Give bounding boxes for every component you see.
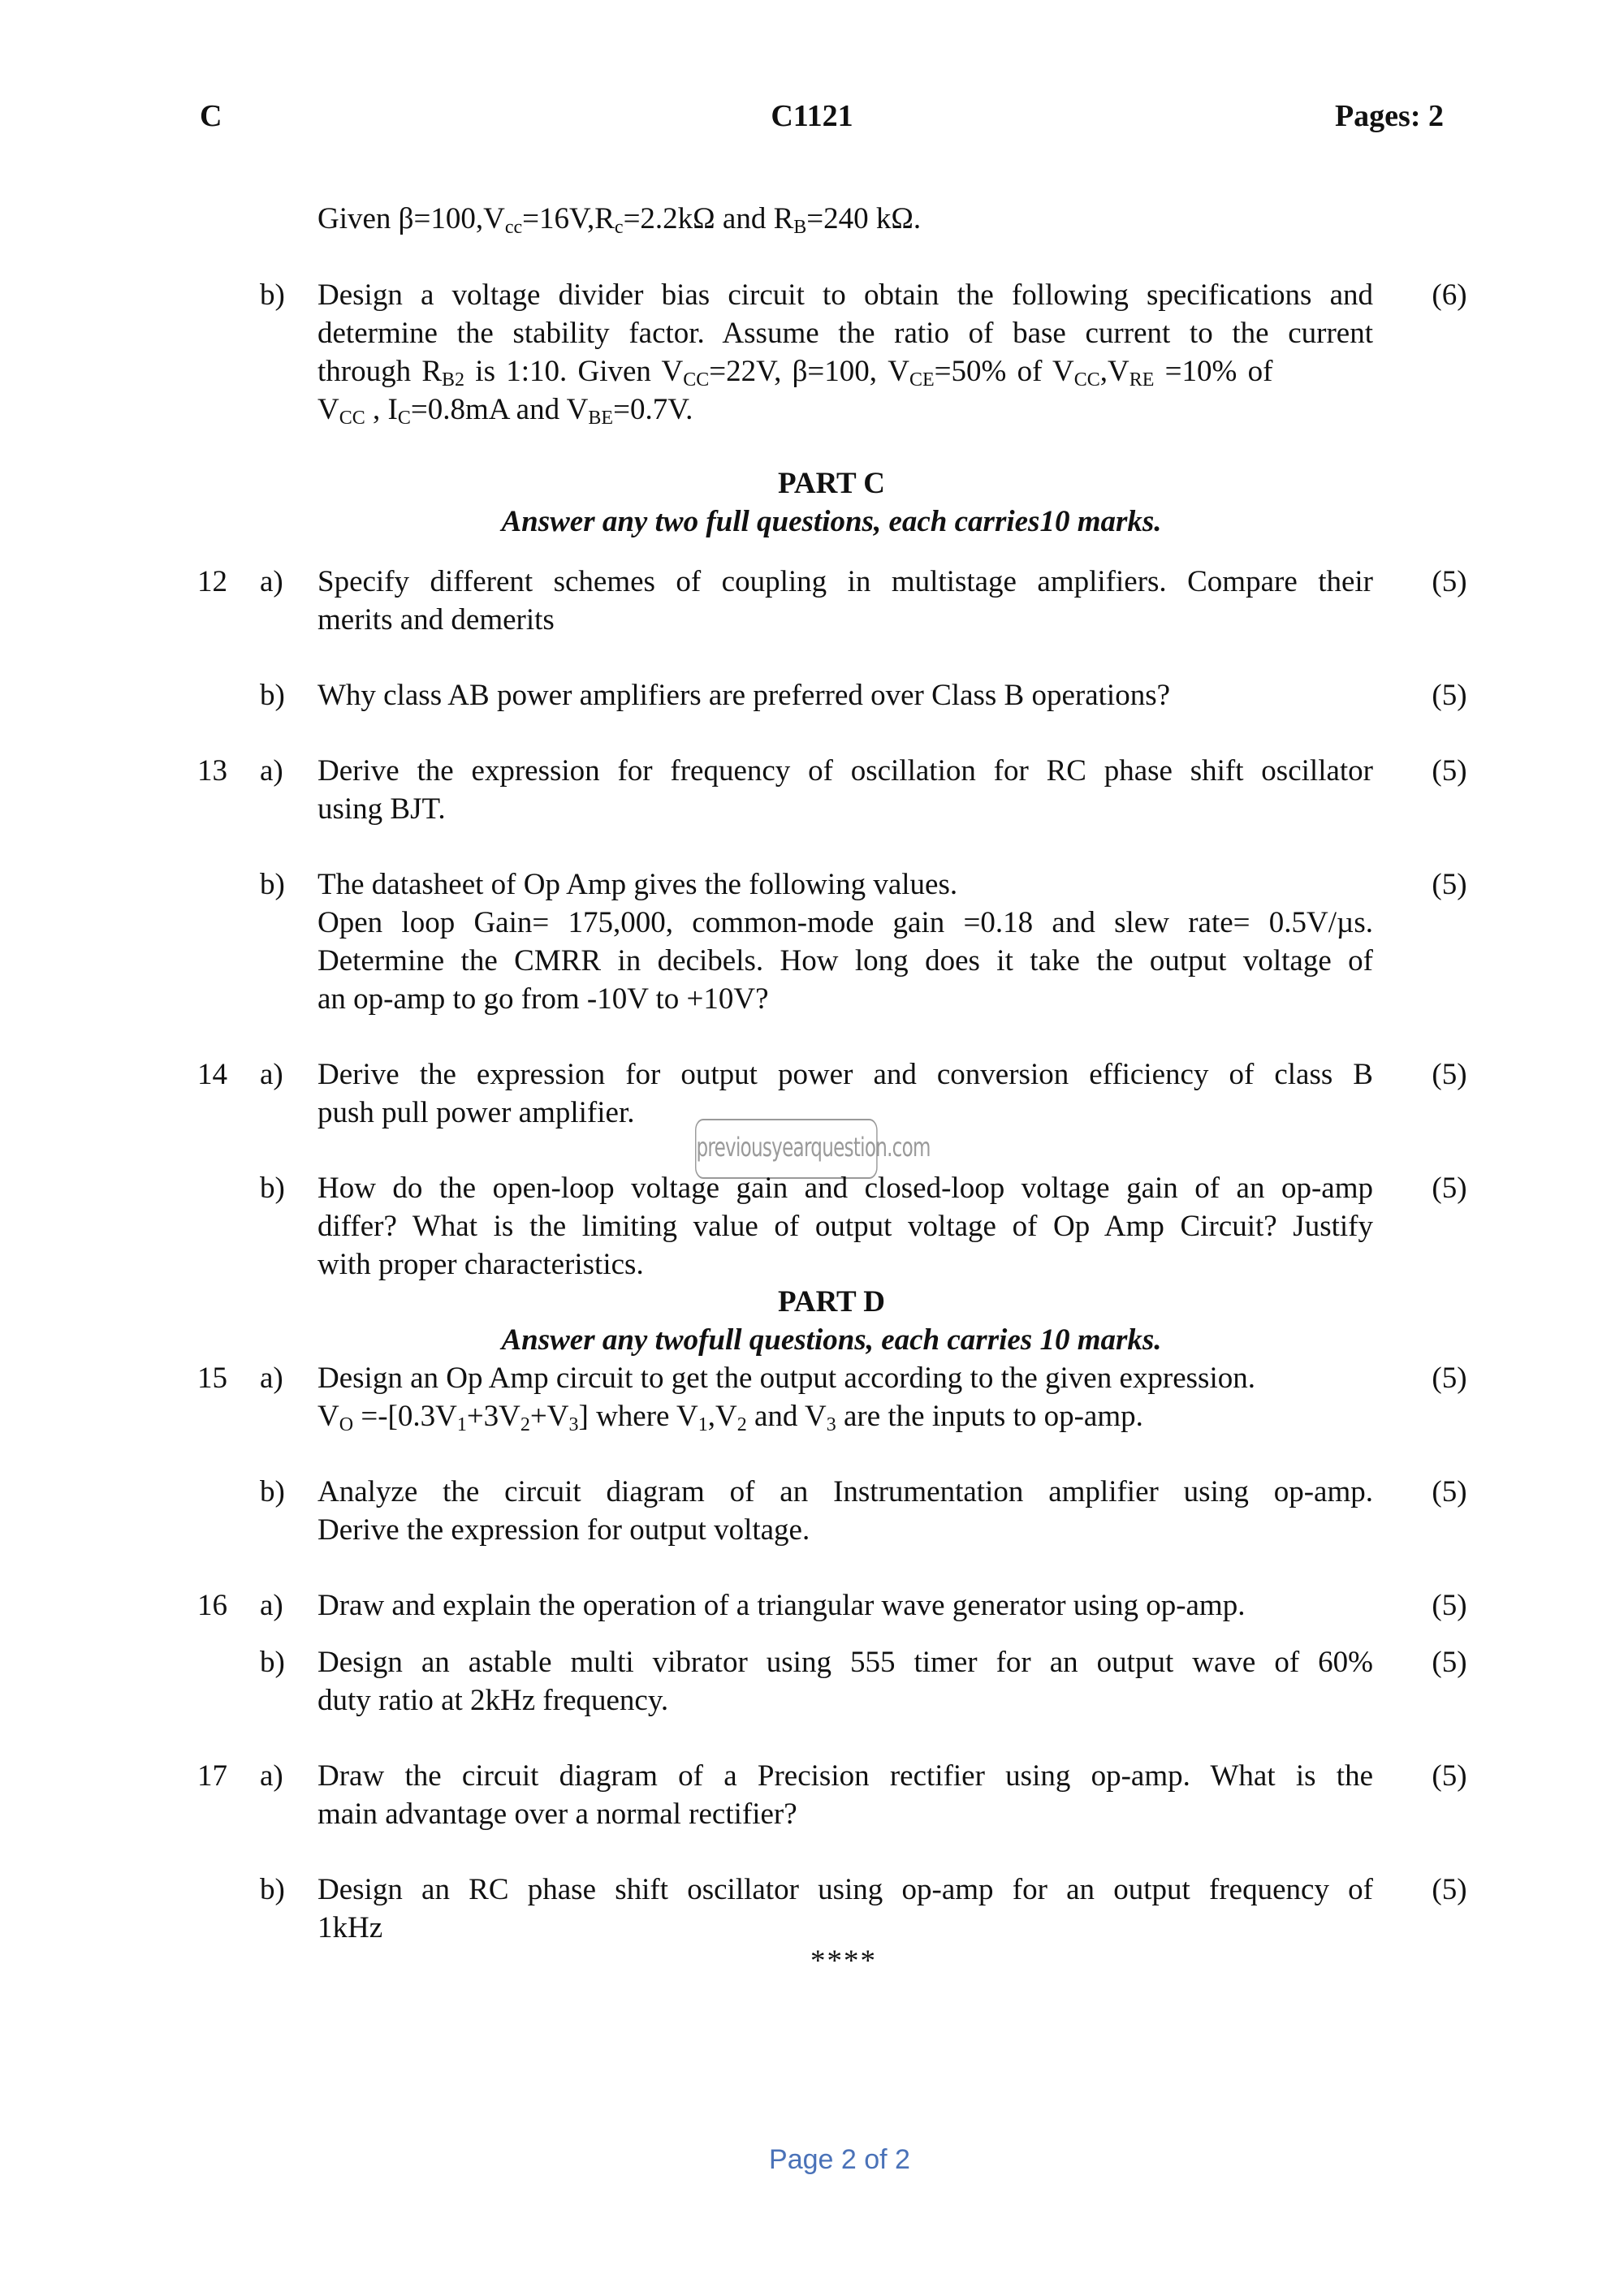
header-page-count: Pages: 2 (1334, 99, 1444, 133)
end-marker: **** (810, 1944, 877, 1978)
part-d-title: PART D (778, 1285, 885, 1318)
q13b-line-4: an op-amp to go from -10V to +10V? (317, 982, 769, 1016)
q15b-line-2: Derive the expression for output voltage. (317, 1513, 810, 1547)
q14b-label: b) (260, 1172, 285, 1205)
q12a-line-2: merits and demerits (317, 603, 555, 637)
q14a-label: a) (260, 1058, 283, 1091)
q14b-line-1: How do the open-loop voltage gain and closed-loop voltage gain of an op-amp (317, 1172, 1373, 1205)
q17a-line-1: Draw the circuit diagram of a Precision rectifier using op-amp. What is the (317, 1759, 1373, 1793)
q14b-line-2: differ? What is the limiting value of output voltage of Op Amp Circuit? Justify (317, 1210, 1373, 1243)
q11b-label: b) (260, 278, 285, 312)
q13-number: 13 (197, 754, 227, 788)
q12b-line-1: Why class AB power amplifiers are preferred over Class B operations? (317, 679, 1171, 712)
q16a-label: a) (260, 1589, 283, 1622)
q15a-marks: (5) (1432, 1362, 1467, 1395)
q16b-line-2: duty ratio at 2kHz frequency. (317, 1684, 669, 1717)
q17b-line-2: 1kHz (317, 1911, 383, 1944)
q15b-label: b) (260, 1475, 285, 1508)
q13b-label: b) (260, 868, 285, 901)
q16a-marks: (5) (1432, 1589, 1467, 1622)
q15a-line-2: VO =-[0.3V1+3V2+V3] where V1,V2 and V3 are the inputs to op-amp. (317, 1400, 1143, 1435)
q14a-line-2: push pull power amplifier. (317, 1096, 635, 1129)
q15-number: 15 (197, 1362, 227, 1395)
q16b-label: b) (260, 1646, 285, 1679)
q13a-line-1: Derive the expression for frequency of oscillation for RC phase shift oscillator (317, 754, 1373, 788)
q13a-marks: (5) (1432, 754, 1467, 788)
q11a-given-values: Given β=100,Vcc=16V,Rc=2.2kΩ and RB=240 kΩ. (317, 202, 922, 238)
q14-number: 14 (197, 1058, 227, 1091)
q15b-marks: (5) (1432, 1475, 1467, 1508)
q14a-line-1: Derive the expression for output power and conversion efficiency of class B (317, 1058, 1373, 1091)
q12b-marks: (5) (1432, 679, 1467, 712)
q15a-label: a) (260, 1362, 283, 1395)
q13a-label: a) (260, 754, 283, 788)
q15a-line-1: Design an Op Amp circuit to get the output according to the given expression. (317, 1362, 1255, 1395)
q15b-line-1: Analyze the circuit diagram of an Instrumentation amplifier using op-amp. (317, 1475, 1373, 1508)
page-footer: Page 2 of 2 (769, 2144, 910, 2175)
q12a-line-1: Specify different schemes of coupling in multistage amplifiers. Compare their (317, 565, 1373, 598)
q13b-line-2: Open loop Gain= 175,000, common-mode gain =0.18 and slew rate= 0.5V/µs. (317, 906, 1373, 939)
watermark-logo: previousyearquestion.com (695, 1119, 878, 1179)
q14b-line-3: with proper characteristics. (317, 1248, 644, 1281)
header-left-code: C (200, 99, 222, 133)
q11b-line-3: through RB2 is 1:10. Given VCC=22V, β=100, VCE=50% of VCC,VRE =10% of (317, 355, 1273, 391)
part-c-title: PART C (778, 467, 885, 500)
q17a-marks: (5) (1432, 1759, 1467, 1793)
q13b-marks: (5) (1432, 868, 1467, 901)
part-c-instruction: Answer any two full questions, each carries10 marks. (501, 505, 1162, 538)
q17b-label: b) (260, 1873, 285, 1906)
q17b-marks: (5) (1432, 1873, 1467, 1906)
q14b-marks: (5) (1432, 1172, 1467, 1205)
q17-number: 17 (197, 1759, 227, 1793)
q12a-marks: (5) (1432, 565, 1467, 598)
q12b-label: b) (260, 679, 285, 712)
q13b-line-3: Determine the CMRR in decibels. How long does it take the output voltage of (317, 944, 1373, 978)
q12a-label: a) (260, 565, 283, 598)
q11b-line-2: determine the stability factor. Assume the ratio of base current to the current (317, 317, 1373, 350)
q16b-line-1: Design an astable multi vibrator using 555 timer for an output wave of 60% (317, 1646, 1373, 1679)
q16b-marks: (5) (1432, 1646, 1467, 1679)
q14a-marks: (5) (1432, 1058, 1467, 1091)
q16a-line-1: Draw and explain the operation of a triangular wave generator using op-amp. (317, 1589, 1246, 1622)
q11b-line-1: Design a voltage divider bias circuit to obtain the following specifications and (317, 278, 1373, 312)
q12-number: 12 (197, 565, 227, 598)
q13b-line-1: The datasheet of Op Amp gives the following values. (317, 868, 958, 901)
q11b-line-4: VCC , IC=0.8mA and VBE=0.7V. (317, 393, 693, 429)
q17b-line-1: Design an RC phase shift oscillator using op-amp for an output frequency of (317, 1873, 1373, 1906)
q17a-label: a) (260, 1759, 283, 1793)
q16-number: 16 (197, 1589, 227, 1622)
part-d-instruction: Answer any twofull questions, each carries 10 marks. (501, 1323, 1162, 1357)
q13a-line-2: using BJT. (317, 792, 446, 826)
q17a-line-2: main advantage over a normal rectifier? (317, 1798, 797, 1831)
header-paper-code: C1121 (771, 99, 853, 133)
q11b-marks: (6) (1432, 278, 1467, 312)
